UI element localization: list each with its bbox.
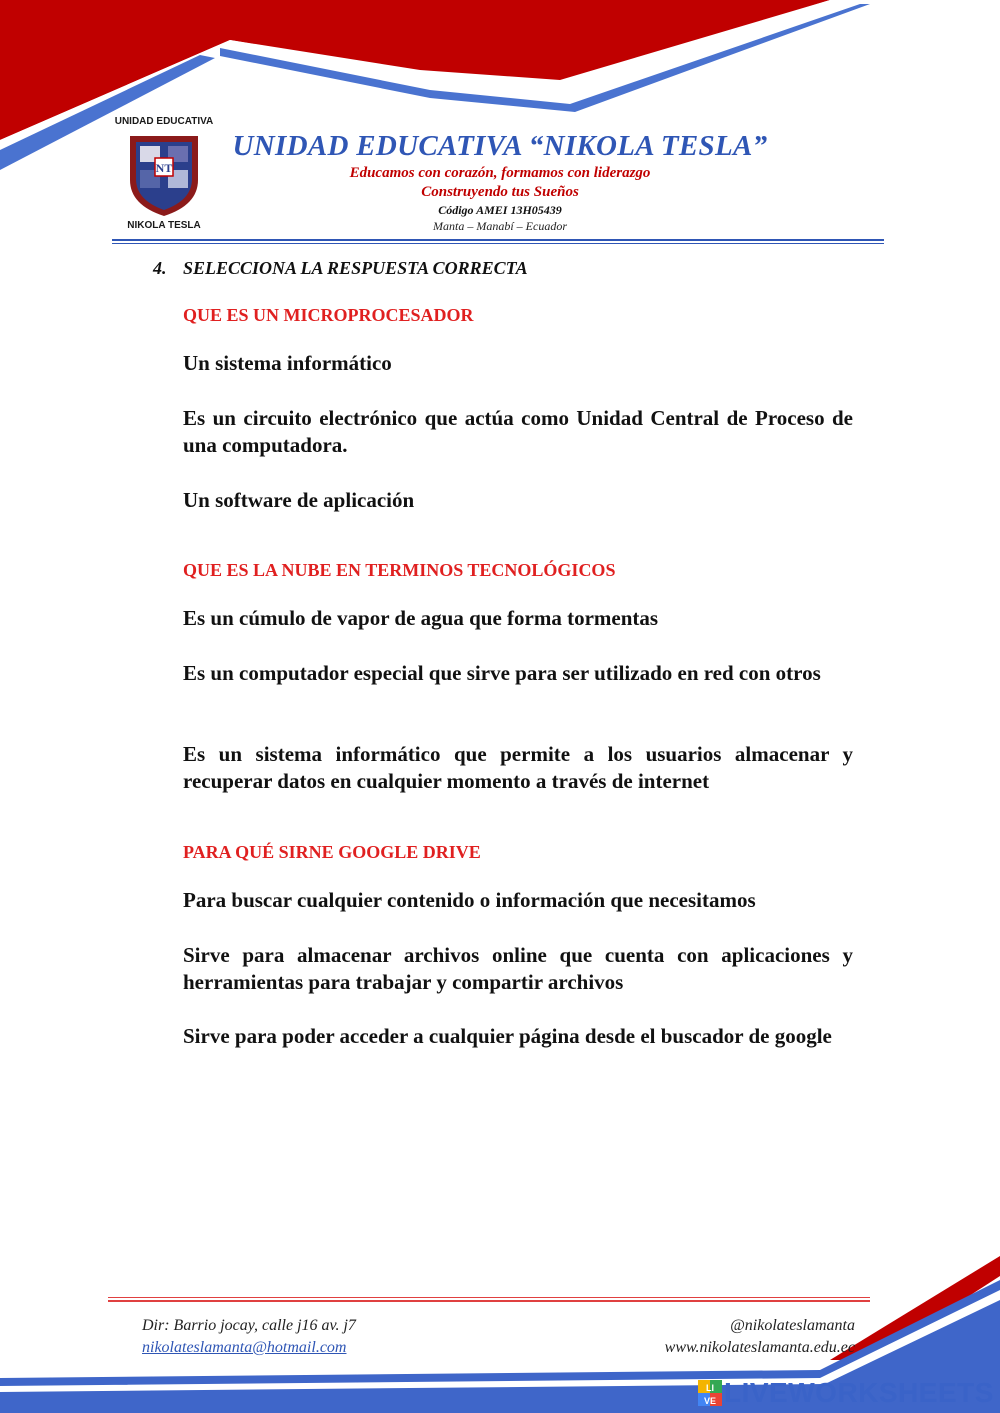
logo-bottom-text: NIKOLA TESLA [127, 220, 201, 231]
answer-option[interactable]: Es un sistema informático que permite a los usuarios almacenar y recuperar datos en cualquier momento a través de internet [183, 742, 853, 793]
logo-box-letters-top: LI [706, 1383, 714, 1393]
school-name: UNIDAD EDUCATIVA “NIKOLA TESLA” [232, 130, 768, 162]
logo-box-letters-bottom: VE [703, 1396, 717, 1406]
answer-option[interactable]: Es un computador especial que sirve para ser utilizado en red con otros [183, 661, 821, 685]
liveworksheets-logo-icon [698, 1380, 722, 1406]
liveworksheets-badge[interactable] [698, 1376, 994, 1410]
answer-option[interactable]: Un software de aplicación [183, 488, 415, 512]
question-title: QUE ES UN MICROPROCESADOR [183, 305, 474, 325]
footer-social: @nikolateslamanta [730, 1317, 855, 1334]
logo-emblem-letters: NT [155, 161, 173, 175]
shield-icon [126, 130, 202, 218]
amei-code: Código AMEI 13H05439 [438, 203, 562, 217]
answer-option[interactable]: Sirve para poder acceder a cualquier página desde el buscador de google [183, 1024, 832, 1048]
footer-website: www.nikolateslamanta.edu.ec [664, 1339, 855, 1356]
instruction-text: SELECCIONA LA RESPUESTA CORRECTA [183, 258, 528, 278]
answer-option[interactable]: Un sistema informático [183, 351, 392, 375]
answer-option[interactable]: Sirve para almacenar archivos online que cuenta con aplicaciones y herramientas para trabajar y compartir archivos [183, 943, 853, 994]
footer-email-link[interactable]: nikolateslamanta@hotmail.com [142, 1339, 347, 1356]
footer-divider [108, 1297, 870, 1302]
instruction [153, 258, 528, 279]
liveworksheets-text: LIVEWORKSHEETS [724, 1377, 994, 1408]
footer-contact [142, 1315, 356, 1359]
location: Manta – Manabí – Ecuador [433, 219, 567, 233]
question-title: PARA QUÉ SIRNE GOOGLE DRIVE [183, 842, 481, 862]
answer-option[interactable]: Para buscar cualquier contenido o información que necesitamos [183, 888, 756, 912]
question-title: QUE ES LA NUBE EN TERMINOS TECNOLÓGICOS [183, 560, 616, 580]
header-divider [112, 239, 884, 244]
answer-option[interactable]: Es un cúmulo de vapor de agua que forma tormentas [183, 606, 659, 630]
motto-line-1: Educamos con corazón, formamos con liderazgo [349, 165, 651, 181]
motto-line-2: Construyendo tus Sueños [421, 184, 579, 200]
instruction-number: 4. [153, 258, 167, 278]
footer-web [665, 1315, 855, 1359]
footer-address: Dir: Barrio jocay, calle j16 av. j7 [142, 1317, 356, 1334]
header [215, 128, 785, 234]
logo-top-text: UNIDAD EDUCATIVA [114, 116, 214, 127]
school-logo [110, 116, 218, 234]
answer-option[interactable]: Es un circuito electrónico que actúa como Unidad Central de Proceso de una computadora. [183, 406, 853, 457]
